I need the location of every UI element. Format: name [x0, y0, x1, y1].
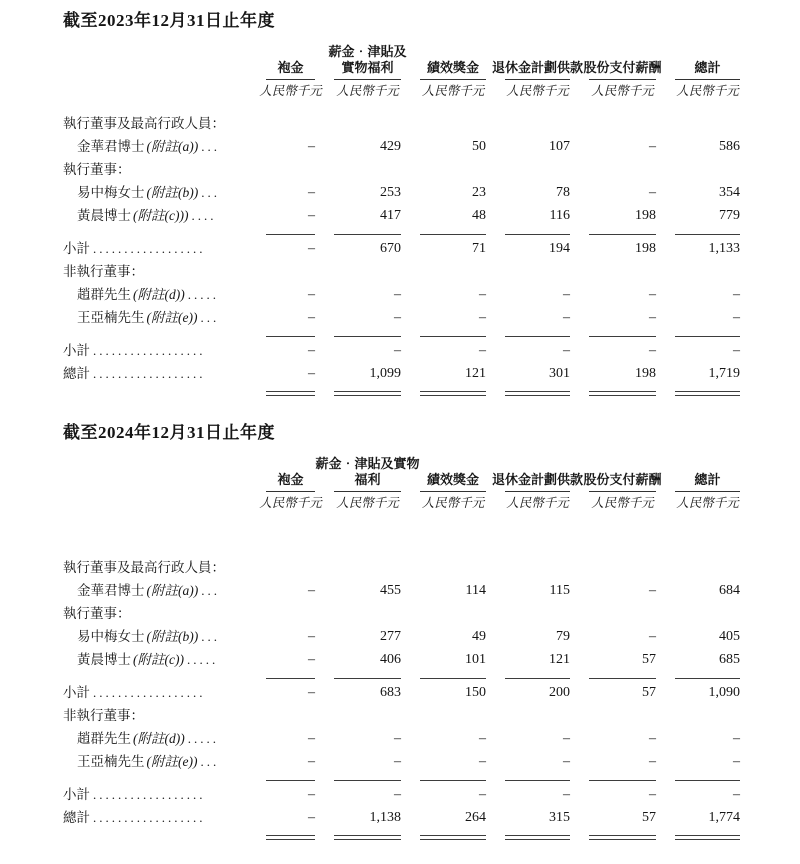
header-underline [589, 79, 656, 80]
value-cell: 670 [380, 241, 401, 256]
value-cell: – [649, 754, 656, 769]
row-label [63, 577, 250, 600]
section-row [63, 258, 743, 281]
header-underline [266, 491, 315, 492]
subtotal-row [63, 679, 743, 702]
value-cell: 121 [549, 652, 570, 667]
rule-line [318, 225, 404, 235]
row-label [63, 202, 250, 225]
value-cell: 121 [465, 366, 486, 381]
double-rule-line [659, 383, 743, 396]
rule-line [489, 771, 573, 781]
value-cell: 57 [642, 652, 656, 667]
double-rule-line [573, 827, 659, 840]
currency-unit: 人民幣千元 [506, 84, 569, 98]
currency-unit: 人民幣千元 [259, 84, 322, 98]
value-cell: 301 [549, 366, 570, 381]
value-cell: – [563, 343, 570, 358]
row-label: 執行董事： [63, 162, 131, 177]
value-cell: – [308, 685, 315, 700]
value-cell: – [479, 310, 486, 325]
value-cell: – [308, 754, 315, 769]
row-label: 小計 .................. [63, 685, 206, 700]
row-label [63, 133, 250, 156]
header-underline [505, 491, 570, 492]
rule-line [489, 327, 573, 337]
remuneration-table-2024 [63, 456, 743, 840]
row-label: 小計 .................. [63, 787, 206, 802]
data-row [63, 202, 743, 225]
value-cell: 455 [380, 583, 401, 598]
dot-leader: ..... [186, 652, 219, 667]
dot-leader: .................. [93, 366, 206, 381]
note-ref: (附註(d)) [133, 287, 185, 302]
value-cell: 1,719 [708, 366, 740, 381]
value-cell: 57 [642, 685, 656, 700]
column-header-share-based-payment: 股份支付薪酬 人民幣千元 [573, 44, 659, 101]
column-header-fees: 袍金 人民幣千元 [250, 44, 318, 101]
rule-line [318, 327, 404, 337]
person-name: 金華君博士 [77, 139, 145, 154]
value-cell: 406 [380, 652, 401, 667]
rule-line [404, 771, 489, 781]
row-label: 總計 .................. [63, 810, 206, 825]
value-cell: 50 [472, 139, 486, 154]
dot-leader: ... [201, 185, 220, 200]
header-underline [420, 491, 486, 492]
value-cell: – [308, 310, 315, 325]
note-ref: (附註(a)) [146, 139, 199, 154]
value-cell: 315 [549, 810, 570, 825]
column-header-salaries: 薪金‧津貼及 實物福利 人民幣千元 [318, 44, 404, 101]
rule-line [318, 669, 404, 679]
value-cell: 78 [556, 185, 570, 200]
column-header-performance-bonus: 績效獎金 人民幣千元 [404, 456, 489, 513]
value-cell: 429 [380, 139, 401, 154]
data-row [63, 748, 743, 771]
value-cell: – [649, 310, 656, 325]
double-rule-line [250, 827, 318, 840]
section-row [63, 156, 743, 179]
column-header-share-based-payment: 股份支付薪酬 人民幣千元 [573, 456, 659, 513]
value-cell: 150 [465, 685, 486, 700]
double-rule-line [250, 383, 318, 396]
value-cell: – [649, 139, 656, 154]
row-label: 非執行董事： [63, 708, 144, 723]
value-cell: 116 [549, 208, 570, 223]
person-name: 趙群先生 [77, 731, 131, 746]
note-ref: (附註(d)) [133, 731, 185, 746]
rule-line [573, 327, 659, 337]
value-cell: – [563, 731, 570, 746]
value-cell: – [733, 343, 740, 358]
double-rule-line [318, 383, 404, 396]
value-cell: – [479, 787, 486, 802]
currency-unit: 人民幣千元 [676, 496, 739, 510]
currency-unit: 人民幣千元 [336, 496, 399, 510]
row-label: 執行董事及最高行政人員： [63, 116, 225, 131]
value-cell: 101 [465, 652, 486, 667]
data-row [63, 725, 743, 748]
note-ref: (附註(e)) [146, 754, 198, 769]
currency-unit: 人民幣千元 [259, 496, 322, 510]
value-cell: 685 [719, 652, 740, 667]
value-cell: 198 [635, 366, 656, 381]
header-underline [334, 79, 401, 80]
value-cell: 48 [472, 208, 486, 223]
value-cell: – [308, 185, 315, 200]
value-cell: – [308, 810, 315, 825]
dot-leader: .................. [93, 810, 206, 825]
value-cell: 684 [719, 583, 740, 598]
dot-leader: .................. [93, 685, 206, 700]
dot-leader: .................. [93, 787, 206, 802]
currency-unit: 人民幣千元 [676, 84, 739, 98]
year-title-2023: 截至2023年12月31日止年度 [63, 11, 275, 30]
header-underline [334, 491, 401, 492]
value-cell: 1,138 [369, 810, 401, 825]
double-rule-line [404, 383, 489, 396]
rule-line [404, 669, 489, 679]
note-ref: (附註(a)) [146, 583, 199, 598]
rule-line [659, 771, 743, 781]
value-cell: – [479, 754, 486, 769]
data-row [63, 646, 743, 669]
dot-leader: ..... [187, 287, 219, 302]
currency-unit: 人民幣千元 [336, 84, 399, 98]
person-name: 趙群先生 [77, 287, 131, 302]
header-underline [589, 491, 656, 492]
rule-line [573, 669, 659, 679]
column-header-total: 總計 人民幣千元 [659, 44, 743, 101]
value-cell: 264 [465, 810, 486, 825]
value-cell: – [394, 754, 401, 769]
value-cell: – [733, 731, 740, 746]
value-cell: 253 [380, 185, 401, 200]
value-cell: – [733, 754, 740, 769]
value-cell: – [308, 208, 315, 223]
rule-line [659, 669, 743, 679]
header-row [63, 456, 743, 513]
dot-leader: ... [200, 310, 220, 325]
value-cell: 200 [549, 685, 570, 700]
value-cell: – [649, 185, 656, 200]
row-label: 總計 .................. [63, 366, 206, 381]
value-cell: – [308, 629, 315, 644]
double-rule-line [318, 827, 404, 840]
value-cell: – [308, 652, 315, 667]
value-cell: 405 [719, 629, 740, 644]
row-label: 執行董事： [63, 606, 131, 621]
row-label: 小計 .................. [63, 343, 206, 358]
value-cell: 194 [549, 241, 570, 256]
person-name: 黃晨博士 [77, 208, 131, 223]
person-name: 黃晨博士 [77, 652, 131, 667]
rule-line [404, 225, 489, 235]
row-label [63, 725, 250, 748]
year-section-2023 [63, 10, 743, 396]
value-cell: 417 [380, 208, 401, 223]
column-header-total: 總計 人民幣千元 [659, 456, 743, 513]
value-cell: – [308, 787, 315, 802]
double-rule-line [404, 827, 489, 840]
double-rule-line [659, 827, 743, 840]
column-header-retirement-contributions: 退休金計劃供款 人民幣千元 [489, 44, 573, 101]
value-cell: 49 [472, 629, 486, 644]
rule-line [250, 225, 318, 235]
rule-row [63, 327, 743, 337]
section-row [63, 600, 743, 623]
value-cell: – [479, 731, 486, 746]
value-cell: – [733, 310, 740, 325]
rule-line [659, 327, 743, 337]
rule-line [489, 669, 573, 679]
data-row [63, 179, 743, 202]
header-underline [675, 491, 740, 492]
value-cell: – [308, 366, 315, 381]
dot-leader: .................. [93, 241, 206, 256]
value-cell: 115 [549, 583, 570, 598]
note-ref: (附註(b)) [146, 629, 199, 644]
row-label [63, 179, 250, 202]
note-ref: (附註(b)) [146, 185, 199, 200]
double-rule-line [489, 383, 573, 396]
value-cell: 1,774 [708, 810, 740, 825]
dot-leader: ..... [187, 731, 219, 746]
double-rule-line [489, 827, 573, 840]
rule-row [63, 225, 743, 235]
value-cell: 198 [635, 208, 656, 223]
value-cell: 23 [472, 185, 486, 200]
row-label: 執行董事及最高行政人員： [63, 560, 225, 575]
header-underline [675, 79, 740, 80]
value-cell: – [308, 287, 315, 302]
rule-row [63, 669, 743, 679]
header-underline [420, 79, 486, 80]
double-rule-row [63, 383, 743, 396]
value-cell: 198 [635, 241, 656, 256]
total-row [63, 360, 743, 383]
header-underline [266, 79, 315, 80]
value-cell: – [649, 583, 656, 598]
value-cell: 71 [472, 241, 486, 256]
row-label: 小計 .................. [63, 241, 206, 256]
currency-unit: 人民幣千元 [421, 84, 485, 98]
row-label [63, 646, 250, 669]
data-row [63, 577, 743, 600]
value-cell: – [733, 287, 740, 302]
value-cell: – [733, 787, 740, 802]
row-label [63, 748, 250, 771]
row-label [63, 304, 250, 327]
row-label [63, 281, 250, 304]
value-cell: 586 [719, 139, 740, 154]
value-cell: – [394, 287, 401, 302]
value-cell: – [394, 787, 401, 802]
value-cell: – [308, 583, 315, 598]
column-header-retirement-contributions: 退休金計劃供款 人民幣千元 [489, 456, 573, 513]
person-name: 易中梅女士 [77, 629, 145, 644]
dot-leader: .................. [93, 343, 206, 358]
value-cell: – [394, 343, 401, 358]
value-cell: – [563, 787, 570, 802]
dot-leader: ... [200, 754, 220, 769]
value-cell: 79 [556, 629, 570, 644]
value-cell: – [563, 754, 570, 769]
rule-line [250, 669, 318, 679]
value-cell: 57 [642, 810, 656, 825]
header-underline [505, 79, 570, 80]
year-section-2024 [63, 422, 743, 840]
rule-line [573, 771, 659, 781]
data-row [63, 281, 743, 304]
currency-unit: 人民幣千元 [591, 496, 654, 510]
person-name: 易中梅女士 [77, 185, 145, 200]
rule-line [489, 225, 573, 235]
section-row [63, 702, 743, 725]
column-header-salaries: 薪金‧津貼及實物 福利 人民幣千元 [318, 456, 404, 513]
total-row [63, 804, 743, 827]
value-cell: – [649, 629, 656, 644]
currency-unit: 人民幣千元 [506, 496, 569, 510]
subtotal-row [63, 337, 743, 360]
value-cell: – [649, 787, 656, 802]
currency-unit: 人民幣千元 [421, 496, 485, 510]
subtotal-row [63, 235, 743, 258]
column-header-fees: 袍金 人民幣千元 [250, 456, 318, 513]
value-cell: – [563, 287, 570, 302]
value-cell: – [308, 731, 315, 746]
remuneration-table-2023 [63, 44, 743, 396]
value-cell: 277 [380, 629, 401, 644]
data-row [63, 133, 743, 156]
row-label: 非執行董事： [63, 264, 144, 279]
value-cell: 114 [465, 583, 486, 598]
dot-leader: ... [201, 583, 220, 598]
rule-line [573, 225, 659, 235]
rule-row [63, 771, 743, 781]
dot-leader: ... [201, 629, 220, 644]
value-cell: – [394, 731, 401, 746]
note-ref: (附註(c)) [133, 652, 184, 667]
value-cell: – [394, 310, 401, 325]
subtotal-row [63, 781, 743, 804]
column-header-performance-bonus: 績效獎金 人民幣千元 [404, 44, 489, 101]
value-cell: – [649, 731, 656, 746]
value-cell: – [308, 241, 315, 256]
row-label [63, 623, 250, 646]
value-cell: 1,133 [708, 241, 740, 256]
value-cell: 1,090 [708, 685, 740, 700]
value-cell: – [479, 287, 486, 302]
header-row [63, 44, 743, 101]
rule-line [659, 225, 743, 235]
section-row [63, 513, 743, 577]
currency-unit: 人民幣千元 [591, 84, 654, 98]
value-cell: 779 [719, 208, 740, 223]
rule-line [318, 771, 404, 781]
value-cell: – [563, 310, 570, 325]
value-cell: 1,099 [369, 366, 401, 381]
value-cell: 683 [380, 685, 401, 700]
rule-line [250, 327, 318, 337]
value-cell: – [308, 343, 315, 358]
dot-leader: ... [201, 139, 220, 154]
value-cell: – [649, 287, 656, 302]
note-ref: (附註(e)) [146, 310, 198, 325]
rule-line [404, 327, 489, 337]
note-ref: (附註(c))) [133, 208, 189, 223]
value-cell: 107 [549, 139, 570, 154]
double-rule-line [573, 383, 659, 396]
value-cell: 354 [719, 185, 740, 200]
person-name: 王亞楠先生 [77, 310, 145, 325]
person-name: 金華君博士 [77, 583, 145, 598]
double-rule-row [63, 827, 743, 840]
rule-line [250, 771, 318, 781]
data-row [63, 623, 743, 646]
person-name: 王亞楠先生 [77, 754, 145, 769]
dot-leader: .... [191, 208, 217, 223]
value-cell: – [479, 343, 486, 358]
data-row [63, 304, 743, 327]
section-row [63, 101, 743, 133]
value-cell: – [308, 139, 315, 154]
value-cell: – [649, 343, 656, 358]
year-title-2024: 截至2024年12月31日止年度 [63, 423, 275, 442]
